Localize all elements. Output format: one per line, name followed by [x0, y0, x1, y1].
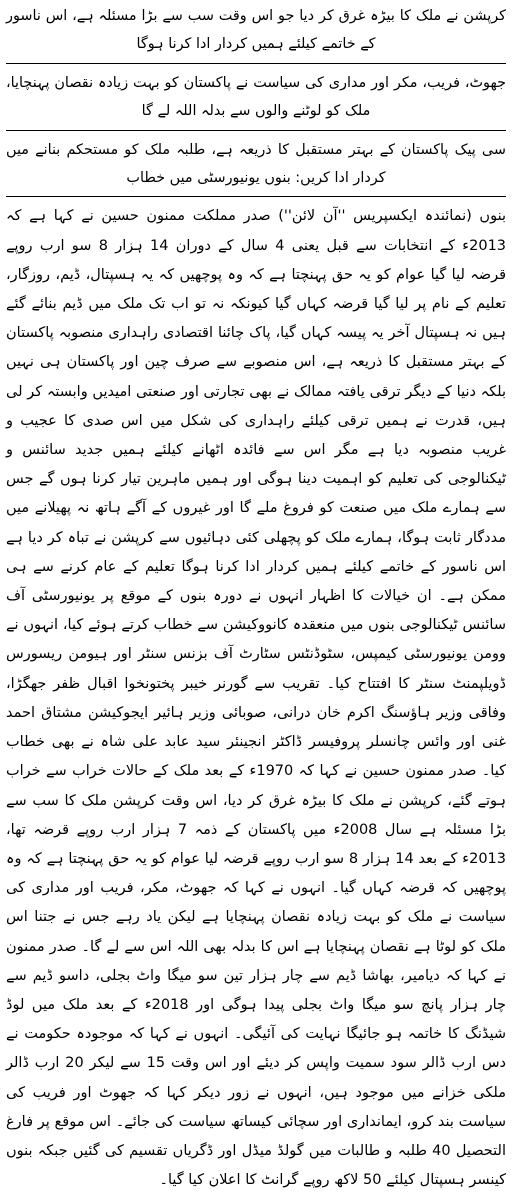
headline-politics: جھوٹ، فریب، مکر اور مداری کی سیاست نے پاکستان کو بہت زیادہ نقصان پہنچایا، ملک کو لوٹنے والوں سے بدلہ اللہ لے گا	[6, 74, 506, 120]
divider	[6, 130, 506, 131]
article-body: بنوں (نمائندہ ایکسپریس ''آن لائن'') صدر مملکت ممنون حسین نے کہا ہے کہ 2013ء کے انتخابات سے قبل یعنی 4 سال کے دوران 14 ہزار 8 سو ارب روپے قرضہ لیا گیا عوام کو یہ حق پہنچتا ہے کہ وہ پوچھیں کہ یہ ہسپتال، ڈیم، روزگار، تعلیم کے نام پر لیا گیا قرضہ کہاں گیا کیونکہ نہ تو اب تک ملک میں ڈیم بنائے گئے ہیں نہ ہسپتال آخر یہ پیسہ کہاں گیا، پاک چائنا اقتصادی راہداری منصوبہ پاکستان کے بہتر مستقبل کا ذریعہ ہے، اس منصوبے سے صرف چین اور پاکستان ہی نہیں بلکہ دنیا کے دیگر ترقی یافتہ ممالک نے بھی تجارتی اور صنعتی امیدیں وابستہ کر لی ہیں، قدرت نے ہمیں ترقی کیلئے راہداری کی شکل میں اس صدی کا عجیب و غریب منصوبہ دیا ہے مگر اس سے فائدہ اٹھانے کیلئے ہمیں جدید سائنس و ٹیکنالوجی کی تعلیم کو اہمیت دینا ہوگی اور ہمیں ماہرین تیار کرنا ہوں گے جس سے ہمارے ملک میں صنعت کو فروغ ملے گا اور غیروں کے آگے ہاتھ نہ پھیلانے میں مددگار ثابت ہوگا، ہمارے ملک کو پچھلی کئی دہائیوں سے کرپشن نے تباہ کر دیا ہے اس ناسور کے خاتمے کیلئے ہمیں کردار ادا کرنا ہوگا تعلیم کے عام کرنے سے ہی ممکن ہے۔ ان خیالات کا اظہار انہوں نے دورہ بنوں کے موقع پر یونیورسٹی آف سائنس ٹیکنالوجی بنوں میں منعقدہ کانووکیشن سے خطاب کرتے ہوئے کیا، انہوں نے وومن یونیورسٹی کیمپس، سٹوڈنٹس سٹارٹ آف بزنس سنٹر اور ہیومن ریسورس ڈویلپمنٹ سنٹر کا افتتاح کیا۔ تقریب سے گورنر خیبر پختونخوا اقبال ظفر جھگڑا، وفاقی وزیر ہاؤسنگ اکرم خان درانی، صوبائی وزیر ہائیر ایجوکیشن مشتاق احمد غنی اور وائس چانسلر پروفیسر ڈاکٹر انجینئر سید عابد علی شاہ نے بھی خطاب کیا۔ صدر ممنون حسین نے کہا کہ 1970ء کے بعد ملک کے حالات خراب سے خراب ہوتے گئے، کرپشن نے ملک کا بیڑہ غرق کر دیا، اس وقت کرپشن ملک کا سب سے بڑا مسئلہ ہے سال 2008ء میں پاکستان کے ذمہ 7 ہزار ارب روپے قرضہ تھا، 2013ء کے بعد 14 ہزار 8 سو ارب روپے قرضہ لیا عوام کو یہ حق پہنچتا ہے کہ وہ پوچھیں کہ قرضہ کہاں گیا۔ انہوں نے کہا کہ جھوٹ، مکر، فریب اور مداری کی سیاست نے ملک کو بہت زیادہ نقصان پہنچایا ہے لیکن یاد رہے جس نے جتنا اس ملک کو لوٹا ہے نقصان پہنچایا ہے اس کا بدلہ بھی اللہ اس سے لے گا۔ صدر ممنون نے کہا کہ دیامیر، بھاشا ڈیم سے چار ہزار تین سو میگا واٹ بجلی، داسو ڈیم سے چار ہزار پانچ سو میگا واٹ بجلی پیدا ہوگی اور 2018ء کے بعد ملک میں لوڈ شیڈنگ کا خاتمہ ہو جائیگا نہایت کی آئیگی۔ انہوں نے کہا کہ موجودہ حکومت نے دس ارب ڈالر سود سمیت واپس کر دیئے اور اس وقت 15 سے لیکر 20 ارب ڈالر ملکی خزانے میں موجود ہیں، انہوں نے زور دیکر کہا کہ جھوٹ اور فریب کی سیاست بند کرو، ایمانداری اور سچائی کیساتھ سیاست کی جائے۔ اس موقع پر فارغ التحصیل 40 طلبہ و طالبات میں گولڈ میڈل اور ڈگریاں تقسیم کی گئیں جبکہ بنوں کینسر ہسپتال کیلئے 50 لاکھ روپے گرانٹ کا اعلان کیا گیا۔	[6, 208, 507, 1189]
divider	[6, 63, 506, 64]
headline-corruption: کرپشن نے ملک کا بیڑہ غرق کر دیا جو اس وقت سب سے بڑا مسئلہ ہے، اس ناسور کے خاتمے کیلئے ہمیں کردار ادا کرنا ہوگا	[6, 8, 506, 53]
divider	[6, 196, 506, 197]
headline-cpec: سی پیک پاکستان کے بہتر مستقبل کا ذریعہ ہے، طلبہ ملک کو مستحکم بنانے میں کردار ادا کریں: بنوں یونیورسٹی میں خطاب	[6, 141, 506, 187]
